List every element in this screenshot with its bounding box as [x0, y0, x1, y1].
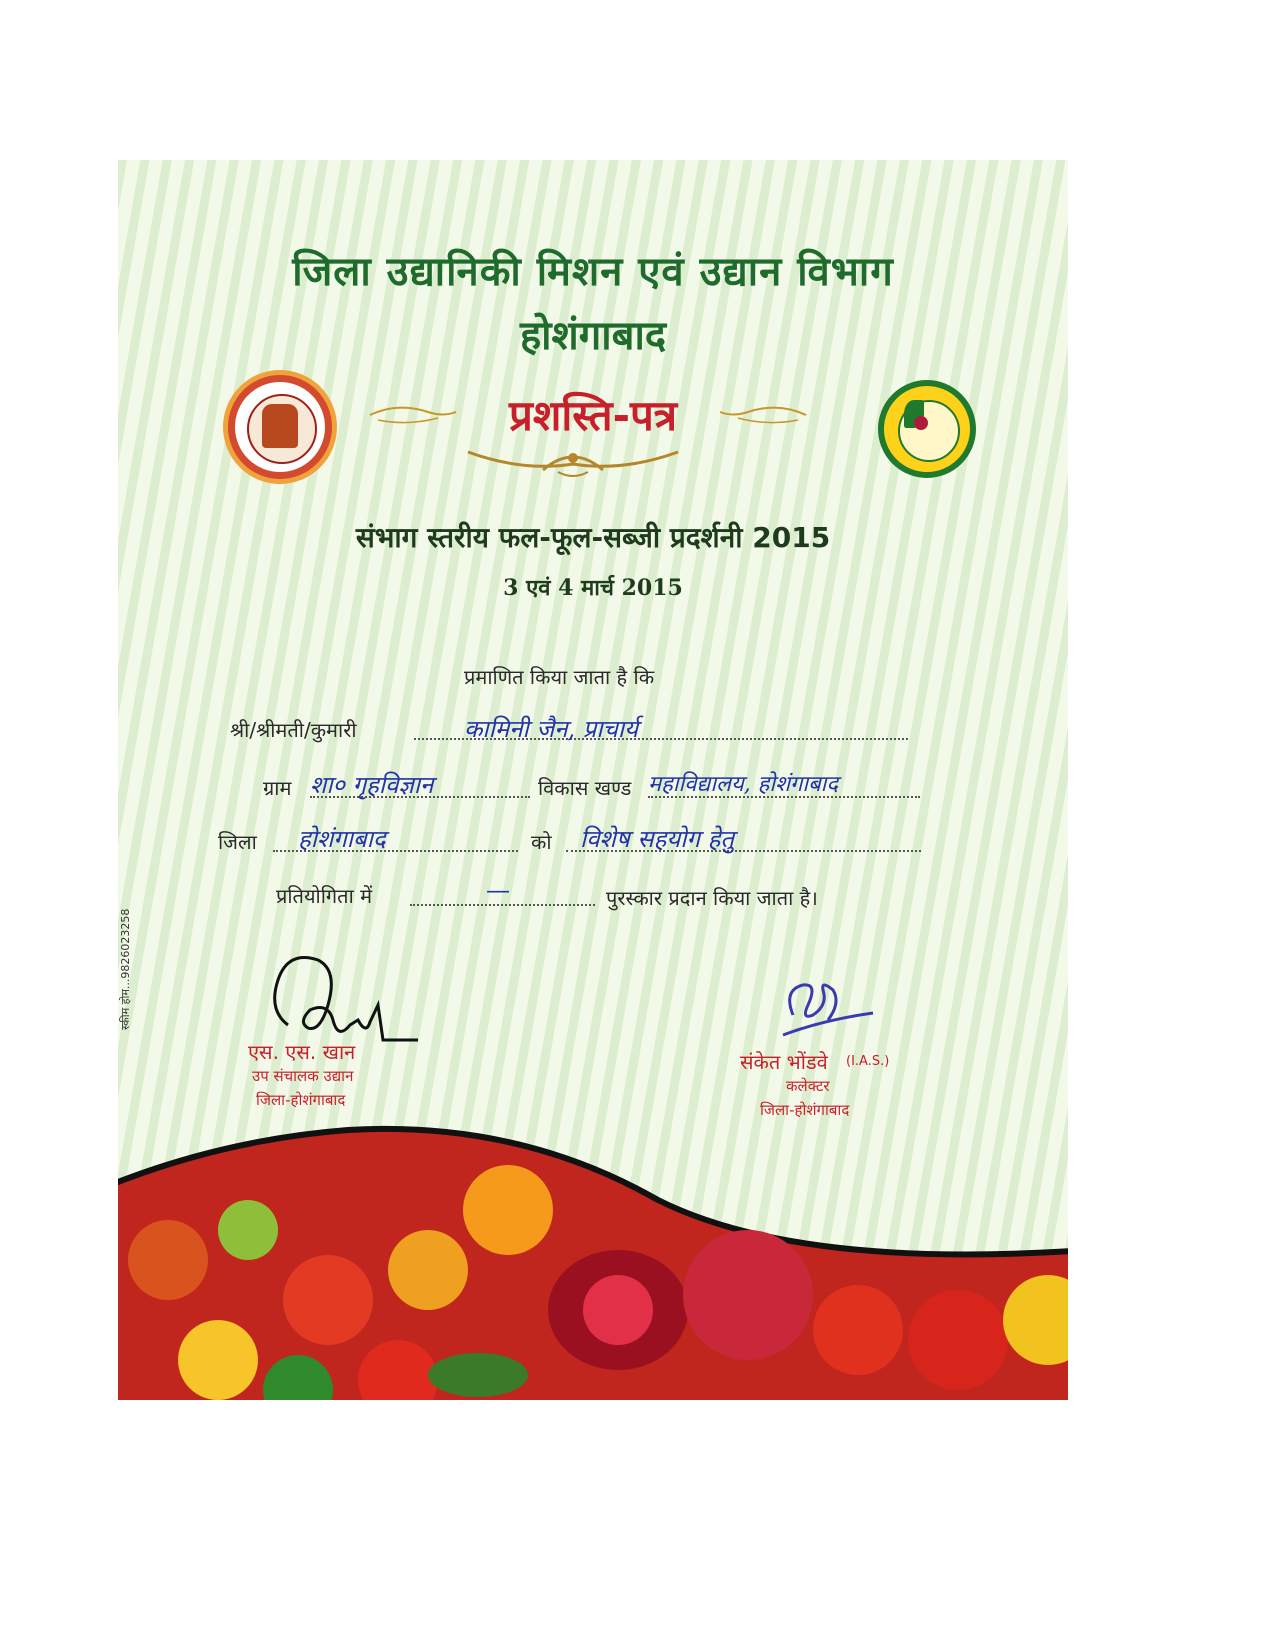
block-label: विकास खण्ड [538, 776, 632, 800]
competition-label: प्रतियोगिता में [276, 884, 373, 908]
left-signatory-designation: उप संचालक उद्यान [252, 1067, 354, 1085]
district-title: होशंगाबाद [519, 313, 667, 359]
reason-value: विशेष सहयोग हेतु [580, 825, 735, 853]
right-signatory-name: संकेत भोंडवे [740, 1050, 828, 1074]
fruit-vegetable-border-illustration [118, 1120, 1068, 1400]
competition-value: — [486, 876, 510, 904]
certify-text: प्रमाणित किया जाता है कि [464, 665, 655, 689]
name-label: श्री/श्रीमती/कुमारी [230, 718, 357, 742]
event-date: 3 एवं 4 मार्च 2015 [503, 575, 683, 601]
flourish-right-icon [718, 400, 808, 430]
ko-label: को [531, 830, 552, 854]
left-signatory-district: जिला-होशंगाबाद [256, 1091, 346, 1109]
name-value: कामिनी जैन, प्राचार्य [464, 715, 639, 743]
right-signatory-district: जिला-होशंगाबाद [760, 1101, 850, 1119]
department-title: जिला उद्यानिकी मिशन एवं उद्यान विभाग [292, 249, 894, 295]
village-label: ग्राम [263, 776, 292, 800]
block-value: महाविद्यालय, होशंगाबाद [648, 772, 839, 797]
award-title: प्रशस्ति-पत्र [508, 391, 678, 440]
right-signatory-suffix: (I.A.S.) [846, 1054, 890, 1069]
right-signatory-designation: कलेक्टर [786, 1077, 830, 1095]
left-signatory-name: एस. एस. खान [248, 1040, 356, 1064]
district-label: जिला [218, 830, 257, 854]
certificate [118, 160, 1068, 1400]
district-value: होशंगाबाद [298, 825, 386, 853]
printer-note: स्कीम होम...9826023258 [119, 908, 132, 1030]
village-value: शा० गृहविज्ञान [310, 771, 434, 799]
award-text: पुरस्कार प्रदान किया जाता है। [606, 886, 818, 910]
event-title: संभाग स्तरीय फल-फूल-सब्जी प्रदर्शनी 2015 [355, 521, 831, 554]
competition-dotted-line [410, 904, 595, 906]
right-signature-icon [773, 975, 883, 1045]
ornament-divider-icon [463, 442, 683, 482]
